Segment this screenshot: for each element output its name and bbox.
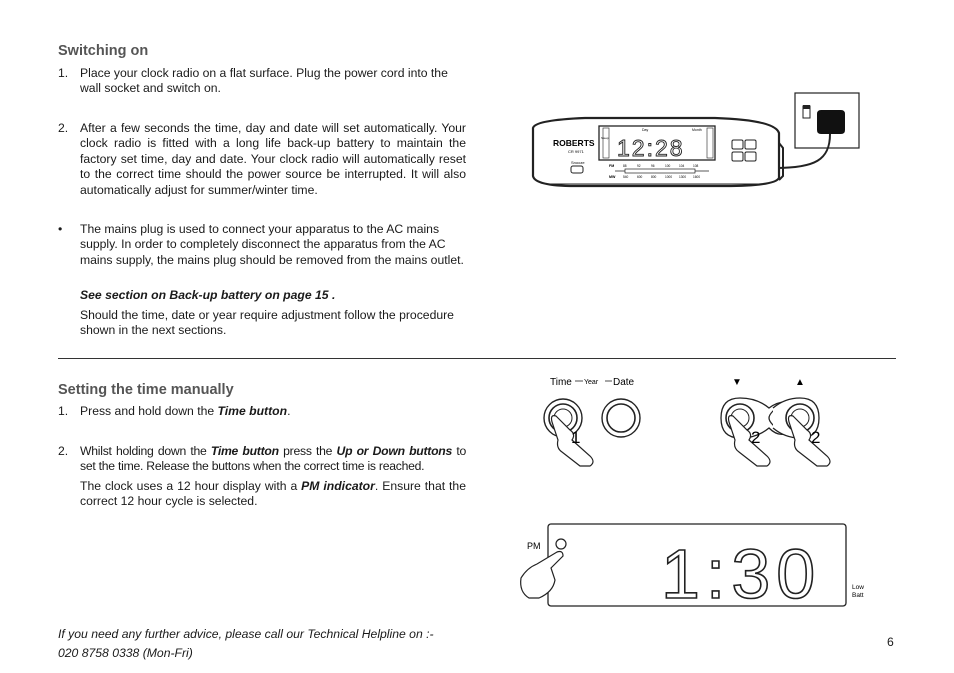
pm-label: PM (527, 541, 541, 551)
list-number: 2. (58, 444, 69, 458)
helpline-text: If you need any further advice, please call our Technical Helpline on :- (58, 627, 434, 641)
svg-text:1000: 1000 (665, 175, 673, 179)
svg-text:Month: Month (692, 128, 702, 132)
radio-button (732, 152, 743, 161)
svg-text:92: 92 (637, 164, 641, 168)
page-number: 6 (887, 635, 894, 649)
bullet-item (58, 222, 466, 268)
svg-text:FM: FM (609, 164, 615, 168)
svg-text:96: 96 (651, 164, 655, 168)
lcd-time: 1:30 (661, 535, 822, 610)
clock-radio-illustration (525, 88, 865, 198)
list-text: After a few seconds the time, day and date will set automatically. Your clock radio is fitted with a long life back-up battery to maintain the factory set time, day and date. Your clock radio will automatically reset to the correct time should the power source be interrupted. It will also automatically adjust for summer/winter time. (80, 121, 466, 197)
pm-display-illustration (515, 522, 875, 610)
radio-button (745, 140, 756, 149)
brand-label: ROBERTS (553, 138, 595, 148)
svg-text:108: 108 (693, 164, 699, 168)
section-heading-switching-on: Switching on (58, 43, 149, 59)
helpline-phone: 020 8758 0338 (Mon-Fri) (58, 646, 193, 660)
svg-text:1300: 1300 (679, 175, 687, 179)
list-item (58, 66, 466, 97)
list-text: Place your clock radio on a flat surface. Plug the power cord into the wall socket and switch on. (80, 66, 448, 96)
svg-text:1600: 1600 (693, 175, 701, 179)
svg-text:800: 800 (651, 175, 657, 179)
time-button-label: Time (550, 377, 572, 388)
low-batt-label: Low (852, 584, 864, 591)
snooze-label: Snooze (571, 160, 585, 165)
step-number: 1 (571, 428, 581, 447)
list-number: 2. (58, 121, 69, 135)
bullet-mark: • (58, 222, 63, 236)
list-item: 2. Whilst holding down the Time button press the Up or Down buttons to set the time. Release the buttons when the correct time is reached. (58, 444, 467, 474)
time-button-ref: Time button (210, 444, 279, 458)
time-date-buttons-illustration (540, 370, 660, 470)
list-number: 1. (58, 66, 69, 80)
list-item (58, 121, 466, 198)
radio-button (732, 140, 743, 149)
bullet-text: The mains plug is used to connect your apparatus to the AC mains supply. In order to completely disconnect the apparatus from the AC mains supply, the mains plug should be removed from the mains outlet. (80, 222, 464, 267)
step-number: 2 (751, 428, 761, 447)
list-item: 1. Press and hold down the Time button. (58, 404, 291, 418)
pm-indicator (556, 539, 566, 549)
pm-indicator-note: The clock uses a 12 hour display with a PM indicator. Ensure that the correct 12 hour cycle is selected. (80, 479, 466, 509)
list-number: 1. (58, 404, 69, 418)
radio-button (745, 152, 756, 161)
date-button-label: Date (613, 377, 635, 388)
up-down-buttons-ref: Up or Down buttons (336, 444, 453, 458)
year-label: Year (584, 379, 599, 386)
model-label: CR 9971 (568, 149, 584, 154)
snooze-button (571, 166, 583, 173)
svg-text:88: 88 (623, 164, 627, 168)
section-divider (58, 358, 896, 359)
svg-text:MW: MW (609, 175, 616, 179)
low-batt-label: Batt (852, 592, 864, 599)
svg-text:Sleep: Sleep (601, 136, 609, 140)
time-button-ref: Time button (217, 404, 288, 418)
svg-text:540: 540 (623, 175, 629, 179)
up-down-buttons-illustration (715, 370, 845, 470)
up-arrow-icon: ▲ (795, 377, 805, 388)
pm-indicator-ref: PM indicator (301, 479, 375, 493)
svg-text:Day: Day (642, 128, 649, 132)
svg-text:104: 104 (679, 164, 685, 168)
mains-plug (817, 110, 845, 134)
adjustment-note: Should the time, date or year require adjustment follow the procedure shown in the next sections. (80, 308, 454, 338)
step-number: 2 (811, 428, 821, 447)
see-section-note: See section on Back-up battery on page 15 . (80, 288, 336, 302)
svg-text:100: 100 (665, 164, 671, 168)
svg-text:600: 600 (637, 175, 643, 179)
section-heading-setting-time: Setting the time manually (58, 382, 234, 398)
down-arrow-icon: ▼ (732, 377, 742, 388)
radio-time-display: 12:28 (617, 135, 685, 161)
